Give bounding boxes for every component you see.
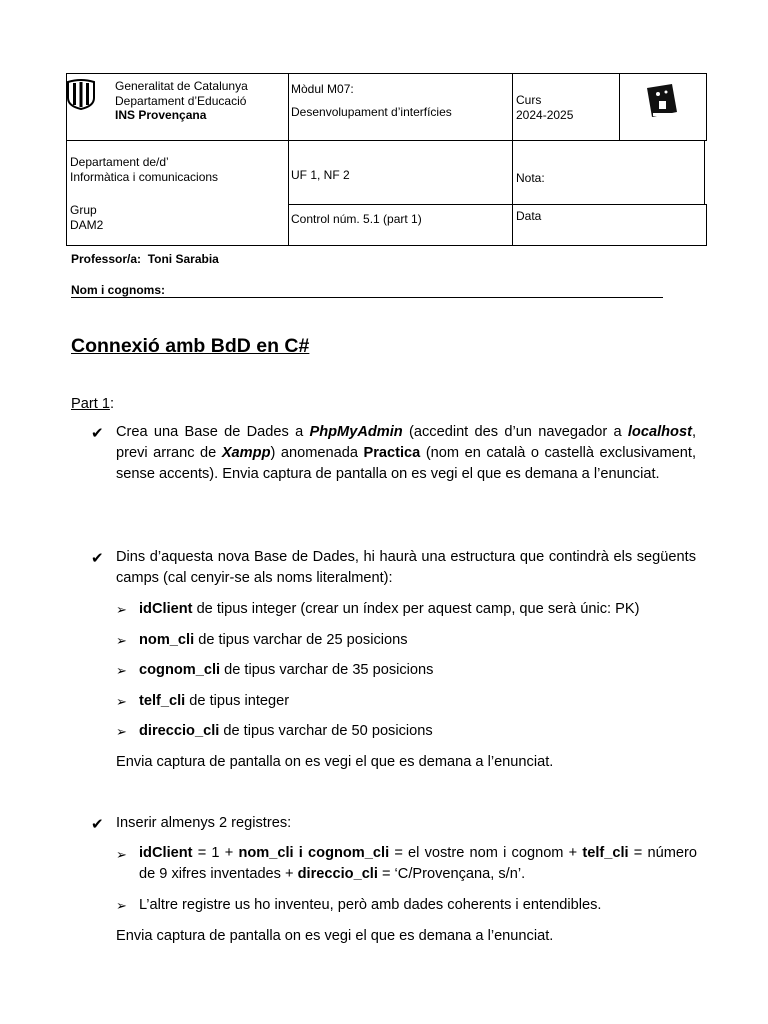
- student-name-label: Nom i cognoms:: [71, 283, 166, 297]
- check-icon: ✔: [91, 816, 104, 833]
- part-label: Part 1: [71, 396, 110, 412]
- record-1-item: idClient = 1 + nom_cli i cognom_cli = el vostre nom i cognom + telf_cli = número de 9 xifres inventades + direccio_cli = ‘C/Provençana, s/n’.: [139, 845, 697, 882]
- course-value: 2024-2025: [516, 108, 574, 122]
- course-label: Curs: [516, 93, 542, 107]
- bullet-insert: Inserir almenys 2 registres:: [116, 815, 292, 831]
- module-code: Mòdul M07:: [291, 82, 354, 96]
- field-item: cognom_cli de tipus varchar de 35 posicions: [139, 662, 434, 678]
- professor-name: Toni Sarabia: [147, 252, 219, 266]
- arrow-icon: ➢: [116, 633, 127, 648]
- group-label: Grup: [70, 203, 97, 217]
- record-2-item: L’altre registre us ho inventeu, però amb dades coherents i entendibles.: [139, 897, 602, 913]
- field-item: nom_cli de tipus varchar de 25 posicions: [139, 632, 408, 648]
- check-icon: ✔: [91, 425, 104, 442]
- screenshot-instruction: Envia captura de pantalla on es vegi el que es demana a l’enunciat.: [116, 754, 554, 770]
- student-name-line: [71, 297, 663, 298]
- arrow-icon: ➢: [116, 694, 127, 709]
- gencat-logo-icon: [66, 78, 96, 115]
- uf-label: UF 1, NF 2: [291, 168, 350, 182]
- org-name: Generalitat de Catalunya: [115, 79, 248, 93]
- arrow-icon: ➢: [116, 898, 127, 913]
- control-label: Control núm. 5.1 (part 1): [291, 212, 422, 226]
- page-title: Connexió amb BdD en C#: [71, 335, 310, 357]
- department-name: Informàtica i comunicacions: [70, 170, 219, 184]
- professor-line: [71, 252, 219, 266]
- ins-provencana-logo-icon: [644, 82, 680, 125]
- field-item: idClient de tipus integer (crear un índex per aquest camp, que serà únic: PK): [139, 601, 640, 617]
- screenshot-instruction: Envia captura de pantalla on es vegi el que es demana a l’enunciat.: [116, 928, 554, 944]
- bullet-structure: Dins d’aquesta nova Base de Dades, hi haurà una estructura que contindrà els següents camps (cal cenyir-se als noms literalment):: [116, 549, 696, 586]
- arrow-icon: ➢: [116, 847, 127, 862]
- field-item: direccio_cli de tipus varchar de 50 posicions: [139, 723, 433, 739]
- arrow-icon: ➢: [116, 663, 127, 678]
- group-value: DAM2: [70, 218, 104, 232]
- school-name: INS Provençana: [115, 108, 207, 122]
- part-heading: Part 1:: [71, 396, 114, 412]
- bullet-create-db: Crea una Base de Dades a PhpMyAdmin (accedint des d’un navegador a localhost, previ arranc de Xampp) anomenada Practica (nom en català o castellà exclusivament, sense accents). Envia captura de pantalla on es vegi el que es demana a l’enunciat.: [116, 424, 697, 482]
- arrow-icon: ➢: [116, 724, 127, 739]
- date-label: Data: [516, 209, 542, 223]
- check-icon: ✔: [91, 550, 104, 567]
- department-label: Departament de/d’: [70, 155, 169, 169]
- grade-label: Nota:: [516, 171, 545, 185]
- module-name: Desenvolupament d’interfícies: [291, 105, 452, 119]
- org-department: Departament d’Educació: [115, 94, 247, 108]
- arrow-icon: ➢: [116, 602, 127, 617]
- professor-label: Professor/a:: [71, 252, 142, 266]
- field-item: telf_cli de tipus integer: [139, 693, 290, 709]
